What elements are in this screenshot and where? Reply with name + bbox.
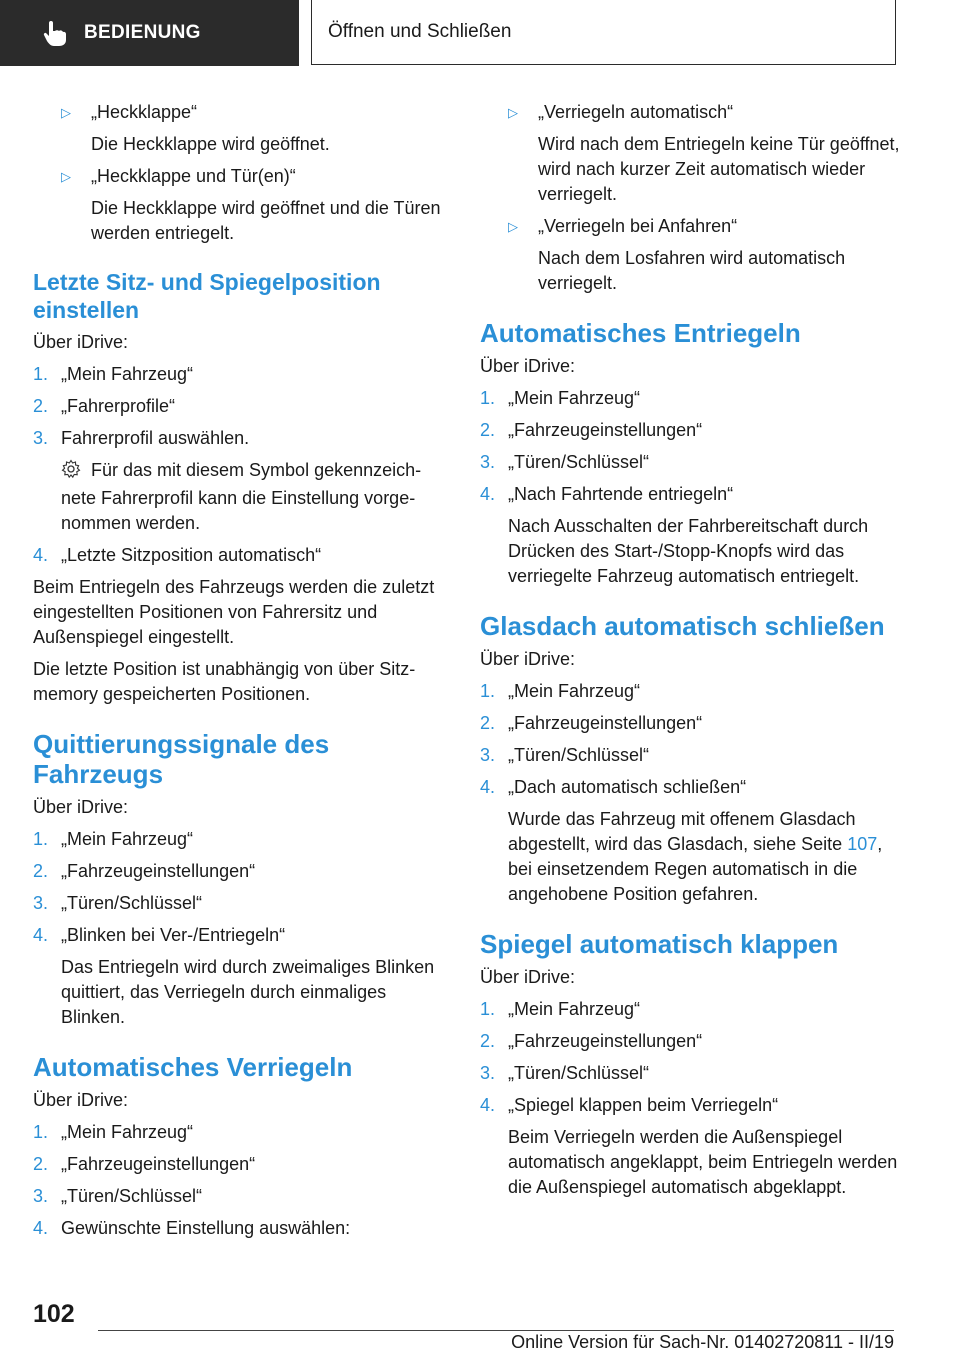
list-number: 1. bbox=[33, 364, 49, 384]
list-number: 2. bbox=[33, 1154, 49, 1174]
list-item bbox=[33, 827, 448, 852]
section-intro: Über iDrive: bbox=[480, 356, 576, 376]
list-number: 2. bbox=[480, 420, 496, 440]
list-text: „Mein Fahrzeug“ bbox=[508, 681, 641, 701]
list-text: „Nach Fahrtende entriegeln“ bbox=[508, 484, 734, 504]
page-number: 102 bbox=[33, 1300, 75, 1328]
bullet-description: Wird nach dem Entriegeln keine Tür geöffnet, wird nach kurzer Zeit automatisch wieder verriegelt. bbox=[538, 134, 900, 204]
list-item bbox=[480, 743, 900, 768]
list-number: 4. bbox=[33, 925, 49, 945]
bullet-label: „Heckklappe und Tür(en)“ bbox=[91, 166, 296, 186]
profile-note-text: Für das mit diesem Symbol gekennzeichnete Fahrerprofil kann die Einstellung vorgenommen werden. bbox=[61, 460, 422, 533]
list-number: 2. bbox=[480, 1031, 496, 1051]
list-text: „Türen/Schlüssel“ bbox=[508, 452, 650, 472]
list-item bbox=[480, 418, 900, 443]
list-number: 1. bbox=[480, 681, 496, 701]
section-intro: Über iDrive: bbox=[33, 797, 129, 817]
list-text: „Mein Fahrzeug“ bbox=[61, 1122, 194, 1142]
triangle-right-icon: ▷ bbox=[508, 219, 518, 234]
list-number: 4. bbox=[33, 545, 49, 565]
list-item bbox=[480, 775, 900, 800]
list-text: „Türen/Schlüssel“ bbox=[61, 1186, 203, 1206]
list-number: 2. bbox=[480, 713, 496, 733]
list-text: „Dach automatisch schließen“ bbox=[508, 777, 747, 797]
list-item bbox=[33, 859, 448, 884]
triangle-right-icon: ▷ bbox=[61, 105, 71, 120]
section-heading: Letzte Sitz- und Spiegelposition einstellen bbox=[33, 269, 381, 323]
list-number: 3. bbox=[33, 428, 49, 448]
list-item bbox=[33, 891, 448, 916]
list-number: 3. bbox=[480, 745, 496, 765]
header-chapter-box bbox=[311, 0, 896, 65]
section-intro: Über iDrive: bbox=[480, 967, 576, 987]
list-number: 1. bbox=[480, 388, 496, 408]
item-description: Beim Verriegeln werden die Außenspiegel automatisch angeklappt, beim Entriegeln werden die Außenspiegel automatisch abgeklappt. bbox=[508, 1127, 898, 1197]
list-text: „Fahrerprofile“ bbox=[61, 396, 176, 416]
left-column bbox=[33, 100, 448, 1248]
bullet-description: Nach dem Losfahren wird automatisch verriegelt. bbox=[538, 248, 846, 293]
list-item bbox=[480, 997, 900, 1022]
list-text: „Türen/Schlüssel“ bbox=[508, 1063, 650, 1083]
item-description: Das Entriegeln wird durch zweimaliges Blinken quittiert, das Verriegeln durch einmaliges Blinken. bbox=[61, 957, 435, 1027]
list-item bbox=[33, 362, 448, 387]
header-section-title: BEDIENUNG bbox=[84, 22, 201, 43]
list-text: „Blinken bei Ver-/Entriegeln“ bbox=[61, 925, 286, 945]
list-text: „Letzte Sitzposition automatisch“ bbox=[61, 545, 322, 565]
bullet-description: Die Heckklappe wird geöffnet. bbox=[91, 134, 330, 154]
list-item bbox=[480, 482, 900, 507]
bullet-description: Die Heckklappe wird geöffnet und die Türen werden entriegelt. bbox=[91, 198, 441, 243]
description-text: , bei einsetzendem Regen automatisch in die angehobene Position gefahren. bbox=[508, 834, 883, 904]
list-item bbox=[480, 1093, 900, 1118]
list-number: 4. bbox=[33, 1218, 49, 1238]
section-heading: Glasdach automatisch schließen bbox=[480, 611, 885, 641]
item-description: Nach Ausschalten der Fahrbereitschaft durch Drücken des Start-/Stopp-Knopfs wird das verriegelte Fahrzeug automatisch entriegelt. bbox=[508, 516, 869, 586]
list-text: „Mein Fahrzeug“ bbox=[508, 388, 641, 408]
bullet-item bbox=[33, 164, 448, 189]
section-intro: Über iDrive: bbox=[33, 1090, 129, 1110]
section-heading: Spiegel automatisch klappen bbox=[480, 929, 839, 959]
right-column bbox=[480, 100, 900, 1207]
list-item bbox=[480, 1029, 900, 1054]
description-text: Wurde das Fahrzeug mit offenem Glasdach abgestellt, wird das Glasdach, siehe Seite bbox=[508, 809, 856, 854]
list-item bbox=[480, 711, 900, 736]
list-item bbox=[33, 394, 448, 419]
triangle-right-icon: ▷ bbox=[61, 169, 71, 184]
list-item bbox=[480, 450, 900, 475]
list-number: 2. bbox=[33, 861, 49, 881]
bullet-item bbox=[33, 100, 448, 125]
profile-note bbox=[33, 458, 448, 536]
gear-icon bbox=[61, 459, 81, 486]
list-number: 4. bbox=[480, 484, 496, 504]
list-item bbox=[33, 426, 448, 451]
list-text: „Fahrzeugeinstellungen“ bbox=[508, 1031, 703, 1051]
bullet-item bbox=[480, 214, 900, 239]
list-number: 2. bbox=[33, 396, 49, 416]
list-text: „Fahrzeugeinstellungen“ bbox=[61, 1154, 256, 1174]
list-text: Fahrerprofil auswählen. bbox=[61, 428, 250, 448]
list-item bbox=[33, 543, 448, 568]
section-heading: Automatisches Entriegeln bbox=[480, 318, 801, 348]
list-item bbox=[33, 1120, 448, 1145]
bullet-label: „Heckklappe“ bbox=[91, 102, 198, 122]
list-item bbox=[33, 1184, 448, 1209]
list-text: „Mein Fahrzeug“ bbox=[61, 829, 194, 849]
list-number: 1. bbox=[33, 1122, 49, 1142]
list-number: 3. bbox=[480, 452, 496, 472]
list-item bbox=[33, 1152, 448, 1177]
list-item bbox=[480, 386, 900, 411]
list-number: 1. bbox=[33, 829, 49, 849]
list-number: 3. bbox=[33, 1186, 49, 1206]
header-chapter-title: Öffnen und Schließen bbox=[328, 21, 512, 42]
list-text: „Spiegel klappen beim Verriegeln“ bbox=[508, 1095, 779, 1115]
item-description bbox=[480, 807, 900, 907]
list-item bbox=[33, 1216, 448, 1241]
header-section-tab bbox=[0, 0, 299, 66]
list-number: 3. bbox=[480, 1063, 496, 1083]
list-text: „Türen/Schlüssel“ bbox=[508, 745, 650, 765]
list-number: 4. bbox=[480, 1095, 496, 1115]
section-heading: Quittierungssignale des Fahrzeugs bbox=[33, 729, 330, 789]
list-item bbox=[480, 679, 900, 704]
list-text: „Fahrzeugeinstellungen“ bbox=[508, 713, 703, 733]
paragraph: Beim Entriegeln des Fahrzeugs werden die zuletzt eingestellten Positionen von Fahrersitz und Außenspiegel eingestellt. bbox=[33, 577, 435, 647]
footer-text: Online Version für Sach-Nr. 01402720811 - II/19 bbox=[511, 1332, 894, 1352]
section-intro: Über iDrive: bbox=[480, 649, 576, 669]
list-text: Gewünschte Einstellung auswählen: bbox=[61, 1218, 351, 1238]
bullet-label: „Verriegeln bei Anfahren“ bbox=[538, 216, 738, 236]
list-item bbox=[33, 923, 448, 948]
triangle-right-icon: ▷ bbox=[508, 105, 518, 120]
footer-divider bbox=[98, 1330, 894, 1331]
list-number: 4. bbox=[480, 777, 496, 797]
hand-pointer-icon bbox=[40, 18, 70, 48]
bullet-item bbox=[480, 100, 900, 125]
list-text: „Fahrzeugeinstellungen“ bbox=[508, 420, 703, 440]
list-number: 1. bbox=[480, 999, 496, 1019]
list-text: „Türen/Schlüssel“ bbox=[61, 893, 203, 913]
bullet-label: „Verriegeln automatisch“ bbox=[538, 102, 734, 122]
list-item bbox=[480, 1061, 900, 1086]
paragraph: Die letzte Position ist unabhängig von über Sitzmemory gespeicherten Positionen. bbox=[33, 659, 416, 704]
page-reference-link[interactable]: 107 bbox=[847, 834, 878, 854]
section-intro: Über iDrive: bbox=[33, 332, 129, 352]
list-text: „Mein Fahrzeug“ bbox=[508, 999, 641, 1019]
list-text: „Mein Fahrzeug“ bbox=[61, 364, 194, 384]
list-text: „Fahrzeugeinstellungen“ bbox=[61, 861, 256, 881]
list-number: 3. bbox=[33, 893, 49, 913]
section-heading: Automatisches Verriegeln bbox=[33, 1052, 353, 1082]
